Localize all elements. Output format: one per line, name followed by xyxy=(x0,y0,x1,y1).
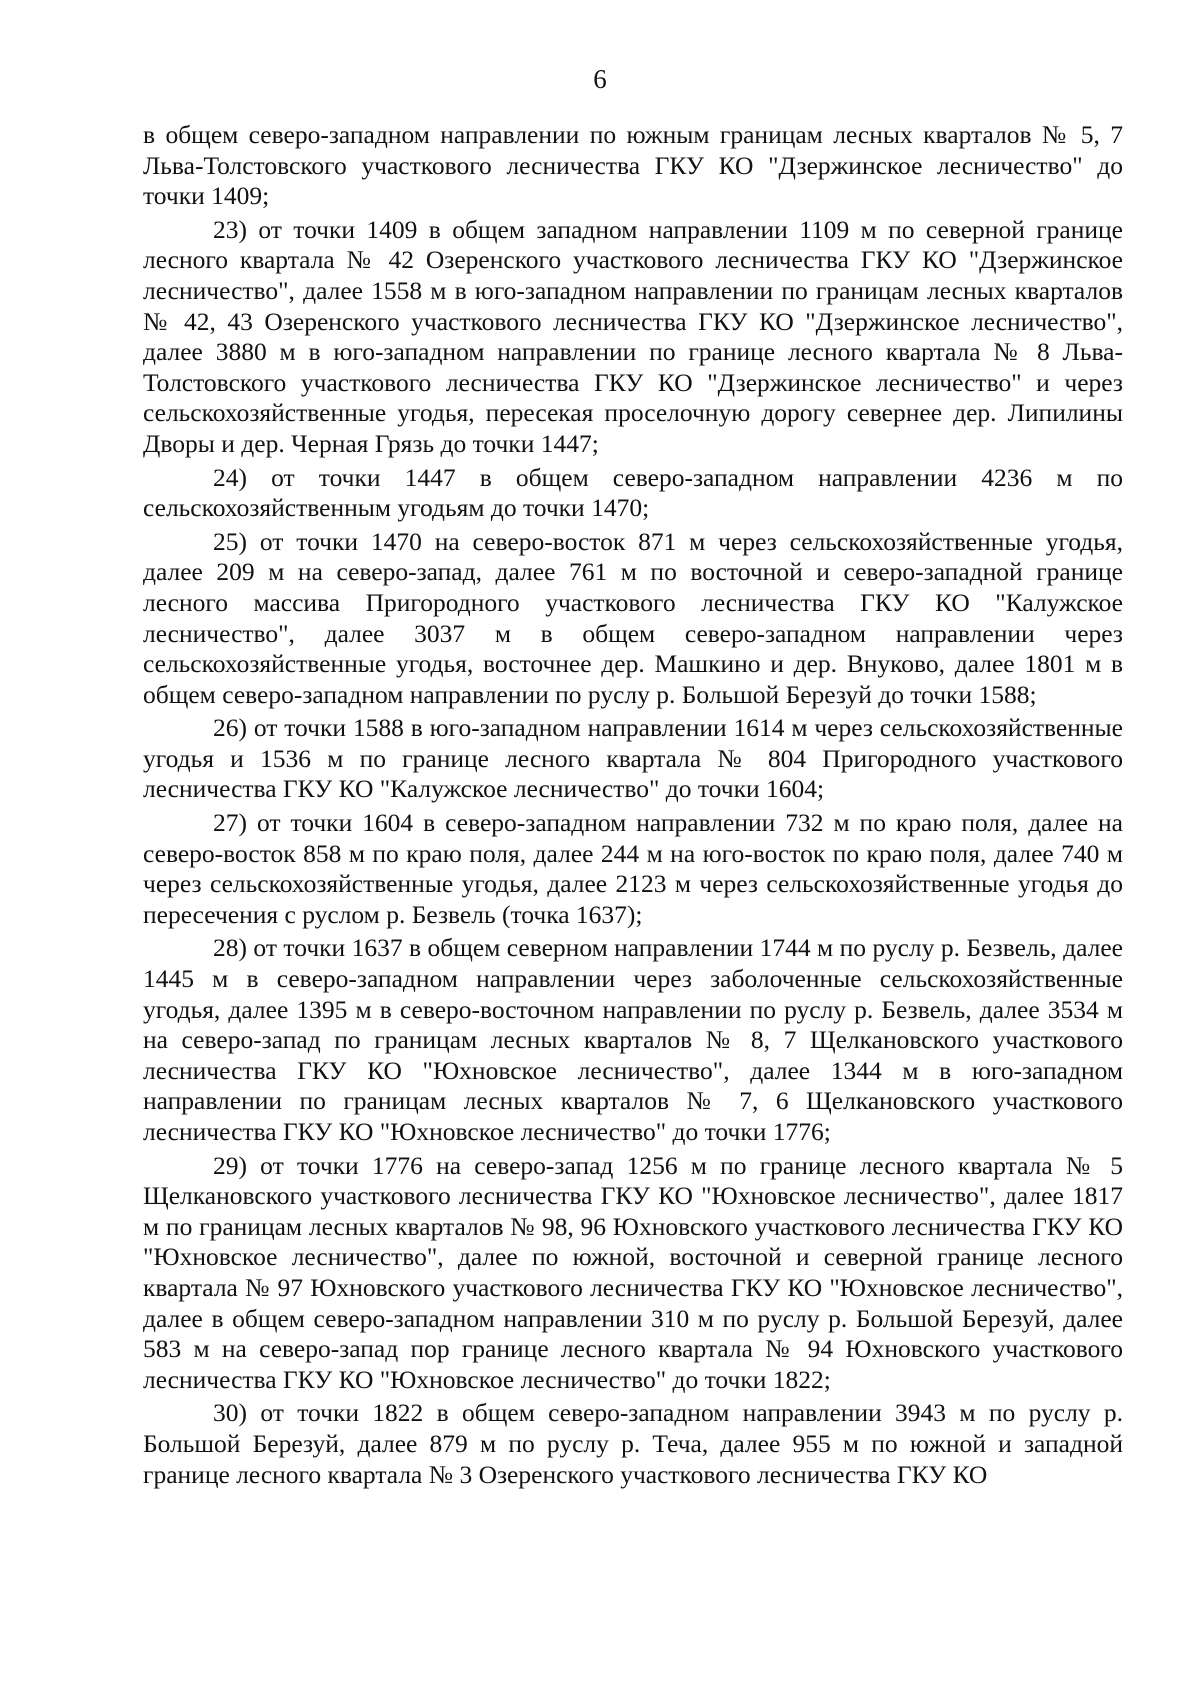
paragraph-item-29: 29) от точки 1776 на северо-запад 1256 м по границе лесного квартала № 5 Щелкановского участкового лесничества ГКУ КО "Юхновское лесничество", далее 1817 м по границам лесных кварталов № 98, 96 Юхновского участкового лесничества ГКУ КО "Юхновское лесничество", далее по южной, восточной и северной границе лесного квартала № 97 Юхновского участкового лесничества ГКУ КО "Юхновское лесничество", далее в общем северо-западном направлении 310 м по руслу р. Большой Березуй, далее 583 м на северо-запад пор границе лесного квартала № 94 Юхновского участкового лесничества ГКУ КО "Юхновское лесничество" до точки 1822; xyxy=(143,1150,1123,1394)
document-body xyxy=(143,120,1123,1493)
paragraph-item-27: 27) от точки 1604 в северо-западном направлении 732 м по краю поля, далее на северо-восток 858 м по краю поля, далее 244 м на юго-восток по краю поля, далее 740 м через сельскохозяйственные угодья, далее 2123 м через сельскохозяйственные угодья до пересечения с руслом р. Безвель (точка 1637); xyxy=(143,808,1123,929)
paragraph-item-26: 26) от точки 1588 в юго-западном направлении 1614 м через сельскохозяйственные угодья и 1536 м по границе лесного квартала № 804 Пригородного участкового лесничества ГКУ КО "Калужское лесничество" до точки 1604; xyxy=(143,713,1123,804)
paragraph-item-23: 23) от точки 1409 в общем западном направлении 1109 м по северной границе лесного квартала № 42 Озеренского участкового лесничества ГКУ КО "Дзержинское лесничество", далее 1558 м в юго-западном направлении по границам лесных кварталов № 42, 43 Озеренского участкового лесничества ГКУ КО "Дзержинское лесничество", далее 3880 м в юго-западном направлении по границе лесного квартала № 8 Льва-Толстовского участкового лесничества ГКУ КО "Дзержинское лесничество" и через сельскохозяйственные угодья, пересекая проселочную дорогу севернее дер. Липилины Дворы и дер. Черная Грязь до точки 1447; xyxy=(143,214,1123,458)
page-number: 6 xyxy=(593,64,607,94)
paragraph-item-28: 28) от точки 1637 в общем северном направлении 1744 м по руслу р. Безвель, далее 1445 м в северо-западном направлении через заболоченные сельскохозяйственные угодья, далее 1395 м в северо-восточном направлении по руслу р. Безвель, далее 3534 м на северо-запад по границам лесных кварталов № 8, 7 Щелкановского участкового лесничества ГКУ КО "Юхновское лесничество", далее 1344 м в юго-западном направлении по границам лесных кварталов № 7, 6 Щелкановского участкового лесничества ГКУ КО "Юхновское лесничество" до точки 1776; xyxy=(143,933,1123,1146)
paragraph-item-30: 30) от точки 1822 в общем северо-западном направлении 3943 м по руслу р. Большой Березуй, далее 879 м по руслу р. Теча, далее 955 м по южной и западной границе лесного квартала № 3 Озеренского участкового лесничества ГКУ КО xyxy=(143,1398,1123,1489)
paragraph-item-25: 25) от точки 1470 на северо-восток 871 м через сельскохозяйственные угодья, далее 209 м на северо-запад, далее 761 м по восточной и северо-западной границе лесного массива Пригородного участкового лесничества ГКУ КО "Калужское лесничество", далее 3037 м в общем северо-западном направлении через сельскохозяйственные угодья, восточнее дер. Машкино и дер. Внуково, далее 1801 м в общем северо-западном направлении по руслу р. Большой Березуй до точки 1588; xyxy=(143,526,1123,709)
paragraph-continuation: в общем северо-западном направлении по южным границам лесных кварталов № 5, 7 Льва-Толстовского участкового лесничества ГКУ КО "Дзержинское лесничество" до точки 1409; xyxy=(143,120,1123,211)
paragraph-item-24: 24) от точки 1447 в общем северо-западном направлении 4236 м по сельскохозяйственным угодьям до точки 1470; xyxy=(143,462,1123,523)
